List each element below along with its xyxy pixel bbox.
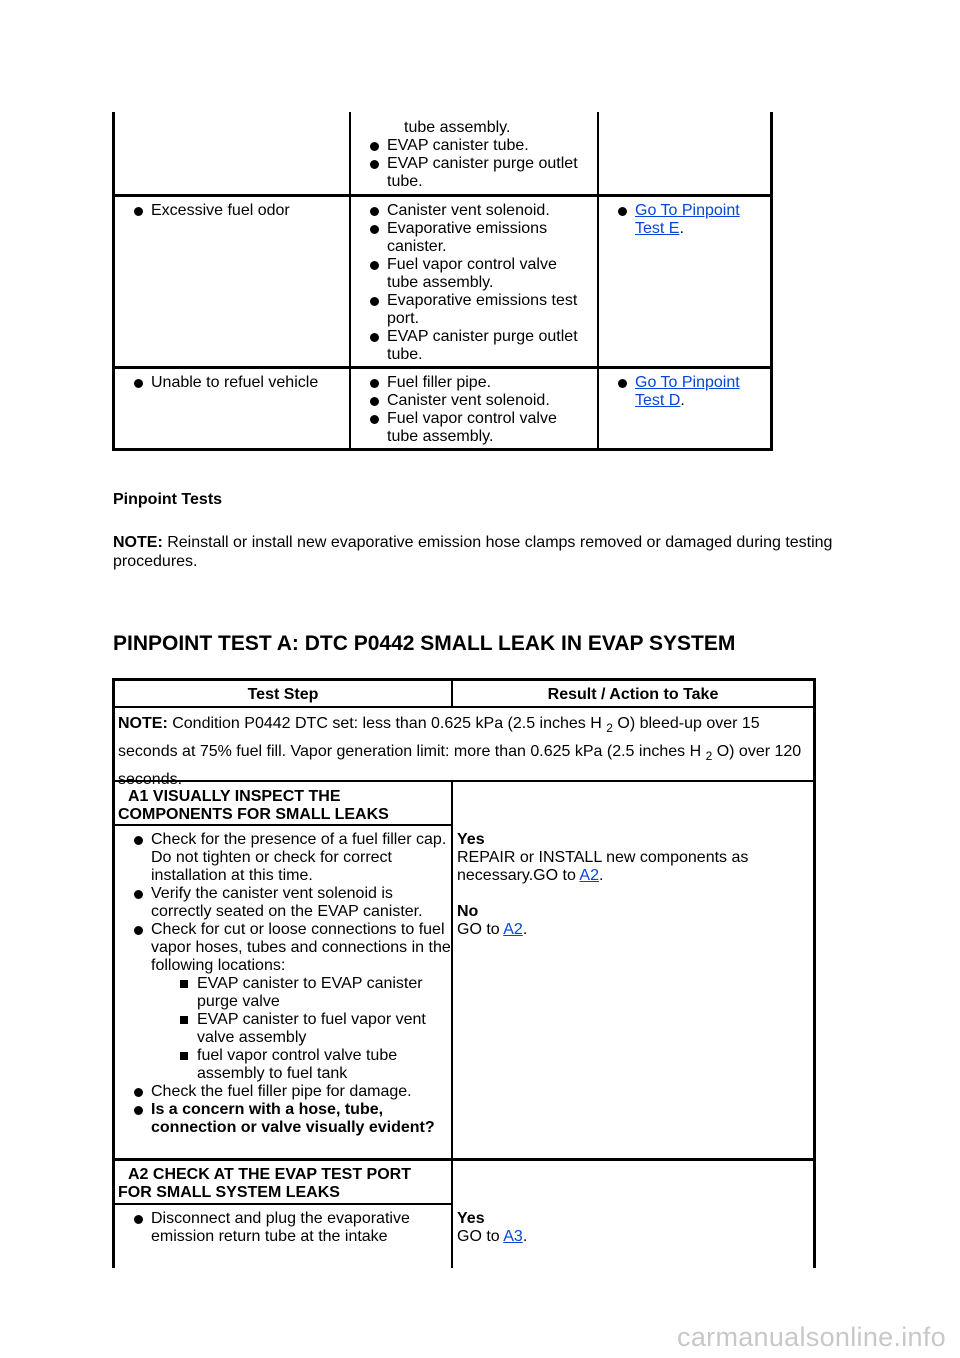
yes-label: Yes bbox=[457, 831, 485, 848]
symptom-cell bbox=[115, 202, 345, 220]
column-header-test-step: Test Step bbox=[247, 686, 319, 703]
table-border bbox=[112, 824, 452, 826]
list-item-text: Check for cut or loose connections to fuel vapor hoses, tubes and connections in the following locations: bbox=[151, 921, 451, 974]
list-item: Evaporative emissions canister. bbox=[351, 220, 583, 256]
no-action bbox=[457, 921, 802, 939]
symptom-text: Excessive fuel odor bbox=[115, 202, 345, 220]
step-list bbox=[115, 1210, 451, 1246]
list-item: Fuel vapor control valve tube assembly. bbox=[351, 410, 583, 446]
table-border bbox=[451, 1160, 453, 1268]
step-body-a2 bbox=[115, 1210, 451, 1246]
step-body-a1 bbox=[115, 831, 451, 1137]
table-border bbox=[770, 112, 773, 451]
condition-note bbox=[118, 712, 810, 791]
step-list bbox=[115, 831, 451, 1137]
goto-a3-link[interactable]: A3 bbox=[503, 1228, 523, 1245]
column-header-result: Result / Action to Take bbox=[547, 686, 719, 703]
goto-a2-link[interactable]: A2 bbox=[503, 921, 523, 938]
note-text: Reinstall or install new evaporative emission hose clamps removed or damaged during testing procedures. bbox=[113, 534, 833, 570]
pinpoint-test-e-link[interactable]: Go To Pinpoint Test E bbox=[635, 202, 740, 237]
note-label: NOTE: bbox=[113, 534, 163, 551]
yes-label: Yes bbox=[457, 1210, 485, 1227]
source-list bbox=[351, 374, 583, 446]
list-item: Check for the presence of a fuel filler cap. Do not tighten or check for correct installation at this time. bbox=[115, 831, 451, 885]
sub-list-item: EVAP canister to EVAP canister purge valve bbox=[149, 975, 451, 1011]
note-text: O) over 120 seconds. bbox=[118, 743, 802, 788]
watermark: carmanualsonline.info bbox=[677, 1322, 946, 1352]
link-suffix: . bbox=[522, 1228, 528, 1245]
action-item bbox=[599, 374, 765, 410]
subscript: 2 bbox=[606, 721, 613, 735]
action-text: REPAIR or INSTALL new components as necessary.GO to bbox=[457, 849, 749, 884]
table-border bbox=[112, 706, 816, 708]
action-cell bbox=[599, 202, 765, 238]
sub-list-item: fuel vapor control valve tube assembly to fuel tank bbox=[149, 1047, 451, 1083]
note-text: Condition P0442 DTC set: less than 0.625 kPa (2.5 inches H bbox=[167, 715, 607, 732]
page-title: PINPOINT TEST A: DTC P0442 SMALL LEAK IN EVAP SYSTEM bbox=[113, 632, 736, 655]
list-item: EVAP canister tube. bbox=[351, 137, 581, 155]
list-item: Canister vent solenoid. bbox=[351, 202, 583, 220]
link-suffix: . bbox=[679, 220, 684, 237]
table-border bbox=[451, 780, 453, 1161]
section-heading: Pinpoint Tests bbox=[113, 491, 223, 508]
list-item bbox=[115, 921, 451, 1083]
link-suffix: . bbox=[522, 921, 528, 938]
symptom-text: Unable to refuel vehicle bbox=[115, 374, 347, 392]
question-item: Is a concern with a hose, tube, connection or valve visually evident? bbox=[115, 1101, 451, 1137]
sub-list-item: EVAP canister to fuel vapor vent valve assembly bbox=[149, 1011, 451, 1047]
list-item: Disconnect and plug the evaporative emission return tube at the intake bbox=[115, 1210, 451, 1246]
action-text: GO to bbox=[457, 1228, 504, 1245]
step-title-a1: A1 VISUALLY INSPECT THE COMPONENTS FOR SMALL LEAKS bbox=[118, 788, 389, 823]
table-border bbox=[112, 1158, 816, 1161]
table-cell-continuation: tube assembly. bbox=[404, 119, 511, 136]
action-cell bbox=[599, 374, 765, 410]
list-item: Fuel vapor control valve tube assembly. bbox=[351, 256, 583, 292]
list-item: Check the fuel filler pipe for damage. bbox=[115, 1083, 451, 1101]
link-suffix: . bbox=[680, 392, 685, 409]
note-paragraph bbox=[113, 533, 853, 571]
list-item: Verify the canister vent solenoid is correctly seated on the EVAP canister. bbox=[115, 885, 451, 921]
pinpoint-test-d-link[interactable]: Go To Pinpoint Test D bbox=[635, 374, 740, 409]
table-border bbox=[112, 366, 773, 369]
yes-action bbox=[457, 849, 802, 885]
note-text: O) bleed-up over 15 seconds at 75% fuel fill. Vapor generation limit: more than 0.625 kPa (2.5 inches H bbox=[118, 715, 760, 760]
action-text: GO to bbox=[457, 921, 504, 938]
list-item: Evaporative emissions test port. bbox=[351, 292, 583, 328]
list-item: Canister vent solenoid. bbox=[351, 392, 583, 410]
subscript: 2 bbox=[705, 749, 713, 763]
step-result-a1 bbox=[457, 831, 802, 939]
list-item: EVAP canister purge outlet tube. bbox=[351, 155, 581, 191]
step-title-a2: A2 CHECK AT THE EVAP TEST PORT FOR SMALL SYSTEM LEAKS bbox=[118, 1166, 411, 1201]
table-border bbox=[112, 112, 115, 451]
list-item: Fuel filler pipe. bbox=[351, 374, 583, 392]
action-item bbox=[599, 202, 765, 238]
yes-action bbox=[457, 1228, 802, 1246]
sub-list bbox=[149, 975, 451, 1083]
table-border bbox=[112, 448, 773, 451]
step-result-a2 bbox=[457, 1210, 802, 1246]
spacer bbox=[457, 885, 802, 903]
list-item: EVAP canister purge outlet tube. bbox=[351, 328, 583, 364]
table-border bbox=[112, 678, 816, 681]
table-border bbox=[112, 194, 773, 197]
table-border bbox=[813, 678, 816, 1268]
link-suffix: . bbox=[599, 867, 604, 884]
symptom-cell bbox=[115, 374, 347, 392]
note-label: NOTE: bbox=[118, 715, 168, 732]
source-list bbox=[351, 202, 583, 364]
source-list bbox=[351, 137, 581, 191]
table-border bbox=[112, 1203, 452, 1205]
no-label: No bbox=[457, 903, 479, 920]
goto-a2-link[interactable]: A2 bbox=[579, 867, 599, 884]
